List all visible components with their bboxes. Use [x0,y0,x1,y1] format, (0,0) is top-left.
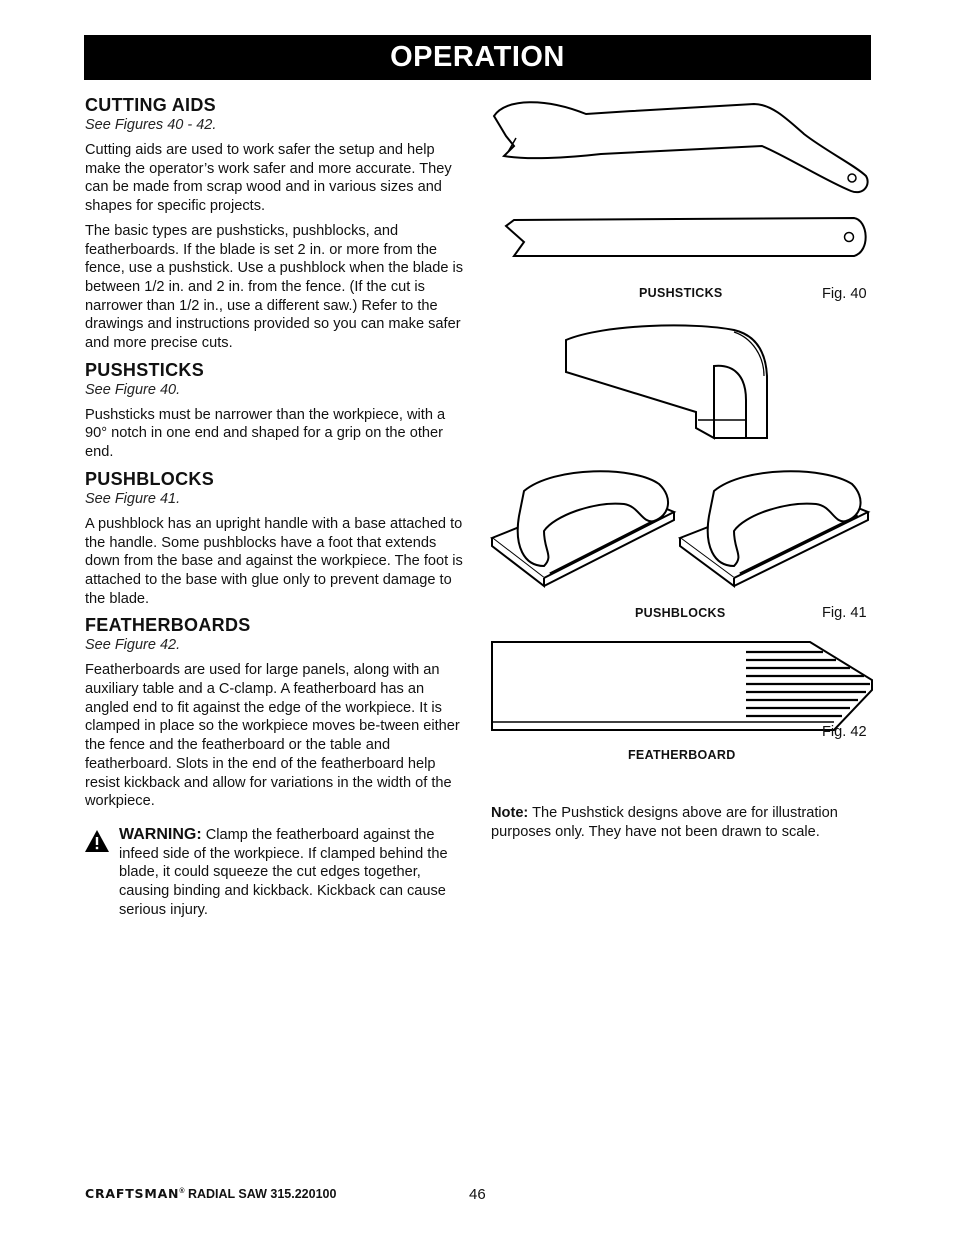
cutting-aids-paragraph-1: Cutting aids are used to work safer the setup and help make the operator’s work safer and more accurate. They can be made from scrap wood and in various sizes and shapes for specific projects. [85,142,452,215]
warning-body: Clamp the featherboard against the infeed side of the workpiece. If clamped behind the blade, it could squeeze the cut edges together, causing binding and kickback. Kickback can cause serious injury. [119,827,448,918]
warning-label: WARNING: [119,826,202,843]
featherboard-illustration [488,638,876,738]
page-title: OPERATION [390,41,565,73]
pushblocks-paragraph: A pushblock has an upright handle with a base attached to the handle. Some pushblocks have a foot that extends down from the base and against the workpiece. The foot is attached to the base with glue only to prevent damage to the blade. [85,515,463,607]
pushsticks-heading: PUSHSTICKS [85,359,205,380]
left-column [85,94,470,817]
warning-text [119,826,470,920]
pushsticks-illustration [486,96,876,271]
footer-model: RADIAL SAW 315.220100 [184,1187,337,1201]
note-label: Note: [491,805,529,821]
fig41-number: Fig. 41 [822,605,867,621]
fig40-number: Fig. 40 [822,286,867,302]
page-number: 46 [469,1186,486,1203]
warning-block [85,826,470,920]
fig40-caption: PUSHSTICKS [639,286,723,300]
featherboards-heading: FEATHERBOARDS [85,615,251,636]
registered-mark: ® [179,1187,185,1195]
fig42-number: Fig. 42 [822,724,867,740]
featherboards-figure-ref: See Figure 42. [85,637,181,654]
pushsticks-paragraph: Pushsticks must be narrower than the workpiece, with a 90° notch in one end and shaped for a grip on the other end. [85,406,446,461]
pushsticks-figure-ref: See Figure 40. [85,381,181,398]
featherboards-paragraph: Featherboards are used for large panels, along with an auxiliary table and a C-clamp. A featherboard has an angled end to fit against the edge of the workpiece. It is clamped in place so the workpiece moves be-tween either the fence and the featherboard or the table and featherboard. Slots in the end of the featherboard help resist kickback and allow for variations in the width of the workpiece. [85,662,460,810]
footer-brand [85,1186,336,1201]
warning-triangle-icon [85,830,109,852]
note-text: The Pushstick designs above are for illustration purposes only. They have not been drawn to scale. [491,805,838,840]
illustration-note [491,804,881,841]
cutting-aids-figure-ref: See Figures 40 - 42. [85,117,217,133]
craftsman-logo: CRAFTSMAN [85,1186,180,1201]
cutting-aids-heading: CUTTING AIDS [85,95,216,115]
pushblocks-figure-ref: See Figure 41. [85,490,181,507]
pushblocks-illustration [484,316,876,591]
fig41-caption: PUSHBLOCKS [635,606,726,620]
fig42-caption: FEATHERBOARD [628,748,736,762]
pushblocks-heading: PUSHBLOCKS [85,468,215,489]
section-title-bar [84,35,871,80]
cutting-aids-paragraph-2: The basic types are pushsticks, pushblocks, and featherboards. If the blade is set 2 in. or more from the fence, use a pushstick. Use a pushblock when the blade is between 1/2 in. and 2 in. from the fence. (If the cut is narrower than 1/2 in., use a different saw.) Refer to the drawings and instructions provided so you can make safer and more precise cuts. [85,222,464,352]
